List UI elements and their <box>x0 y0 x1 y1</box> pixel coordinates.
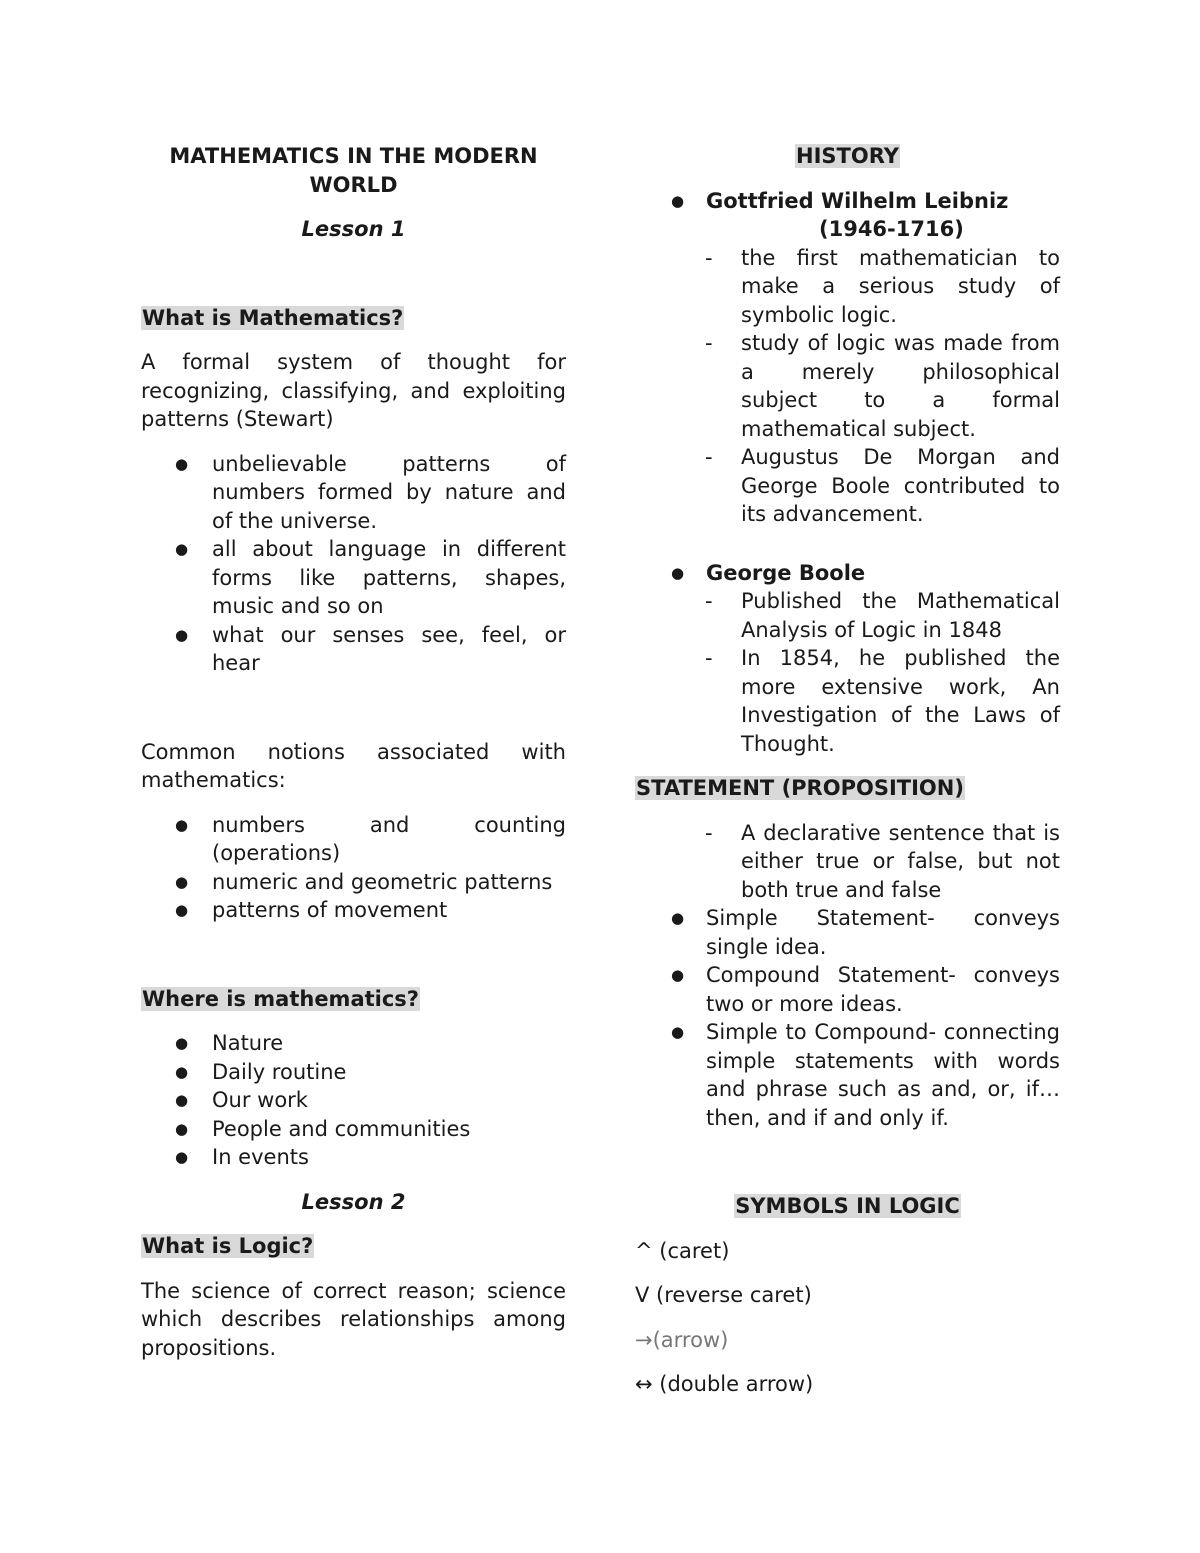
list-item: ● Daily routine <box>141 1058 566 1087</box>
list-item: ● Our work <box>141 1086 566 1115</box>
statement-definition-list <box>635 819 1060 905</box>
lesson-1-heading: Lesson 1 <box>301 217 406 241</box>
list-item: ● all about language in different forms like patterns, shapes, music and so on <box>141 535 566 621</box>
history-heading: HISTORY <box>796 144 899 168</box>
document-title: MATHEMATICS IN THE MODERN WORLD <box>169 144 538 197</box>
list-item: ● numbers and counting (operations) <box>141 811 566 868</box>
leibniz-name: Gottfried Wilhelm Leibniz <box>706 188 1009 213</box>
boole-entry <box>635 559 1060 588</box>
leibniz-years: (1946-1716) <box>819 217 964 241</box>
list-item: ● In events <box>141 1143 566 1172</box>
common-notions-bullets <box>141 811 566 925</box>
statement-definition: - A declarative sentence that is either true or false, but not both true and false <box>635 819 1060 905</box>
list-item: ● what our senses see, feel, or hear <box>141 621 566 678</box>
where-is-math-bullets <box>141 1029 566 1172</box>
list-item: - Published the Mathematical Analysis of Logic in 1848 <box>635 587 1060 644</box>
leibniz-entry <box>635 187 1060 244</box>
symbols-heading: SYMBOLS IN LOGIC <box>735 1194 960 1218</box>
list-item: - study of logic was made from a merely philosophical subject to a formal mathematical subject. <box>635 329 1060 443</box>
leibniz-points <box>635 244 1060 529</box>
math-bullets <box>141 450 566 678</box>
statement-heading: STATEMENT (PROPOSITION) <box>636 776 964 800</box>
right-column <box>635 140 1060 1399</box>
list-item: ● numeric and geometric patterns <box>141 868 566 897</box>
list-item: ● patterns of movement <box>141 896 566 925</box>
symbol-arrow: →(arrow) <box>635 1327 729 1352</box>
symbol-reverse-caret: V (reverse caret) <box>635 1283 812 1307</box>
what-is-math-heading: What is Mathematics? <box>142 305 404 330</box>
left-column <box>141 140 566 1362</box>
where-is-math-heading: Where is mathematics? <box>142 986 419 1011</box>
list-item: - the first mathematician to make a serious study of symbolic logic. <box>635 244 1060 330</box>
symbol-caret: ^ (caret) <box>635 1238 730 1263</box>
list-item: ● Nature <box>141 1029 566 1058</box>
what-is-logic-heading: What is Logic? <box>142 1234 314 1258</box>
list-item: ● Simple to Compound- connecting simple statements with words and phrase such as and, or, if…then, and if and only if. <box>635 1018 1060 1132</box>
boole-name: ● George Boole <box>635 559 1060 588</box>
list-item: ● Simple Statement- conveys single idea. <box>635 904 1060 961</box>
list-item <box>635 187 1060 244</box>
common-notions-intro: Common notions associated with mathematics: <box>141 739 566 792</box>
list-item: ● People and communities <box>141 1115 566 1144</box>
symbol-double-arrow: ↔ (double arrow) <box>635 1372 814 1396</box>
statement-bullets <box>635 904 1060 1132</box>
list-item: - Augustus De Morgan and George Boole contributed to its advancement. <box>635 443 1060 529</box>
boole-points <box>635 587 1060 758</box>
list-item: ● unbelievable patterns of numbers formed by nature and of the universe. <box>141 450 566 536</box>
lesson-2-heading: Lesson 2 <box>301 1189 406 1214</box>
list-item: - In 1854, he published the more extensive work, An Investigation of the Laws of Thought. <box>635 644 1060 758</box>
list-item: ● Compound Statement- conveys two or more ideas. <box>635 961 1060 1018</box>
math-definition: A formal system of thought for recognizing, classifying, and exploiting patterns (Stewart) <box>141 350 566 431</box>
logic-definition: The science of correct reason; science which describes relationships among propositions. <box>141 1278 566 1360</box>
